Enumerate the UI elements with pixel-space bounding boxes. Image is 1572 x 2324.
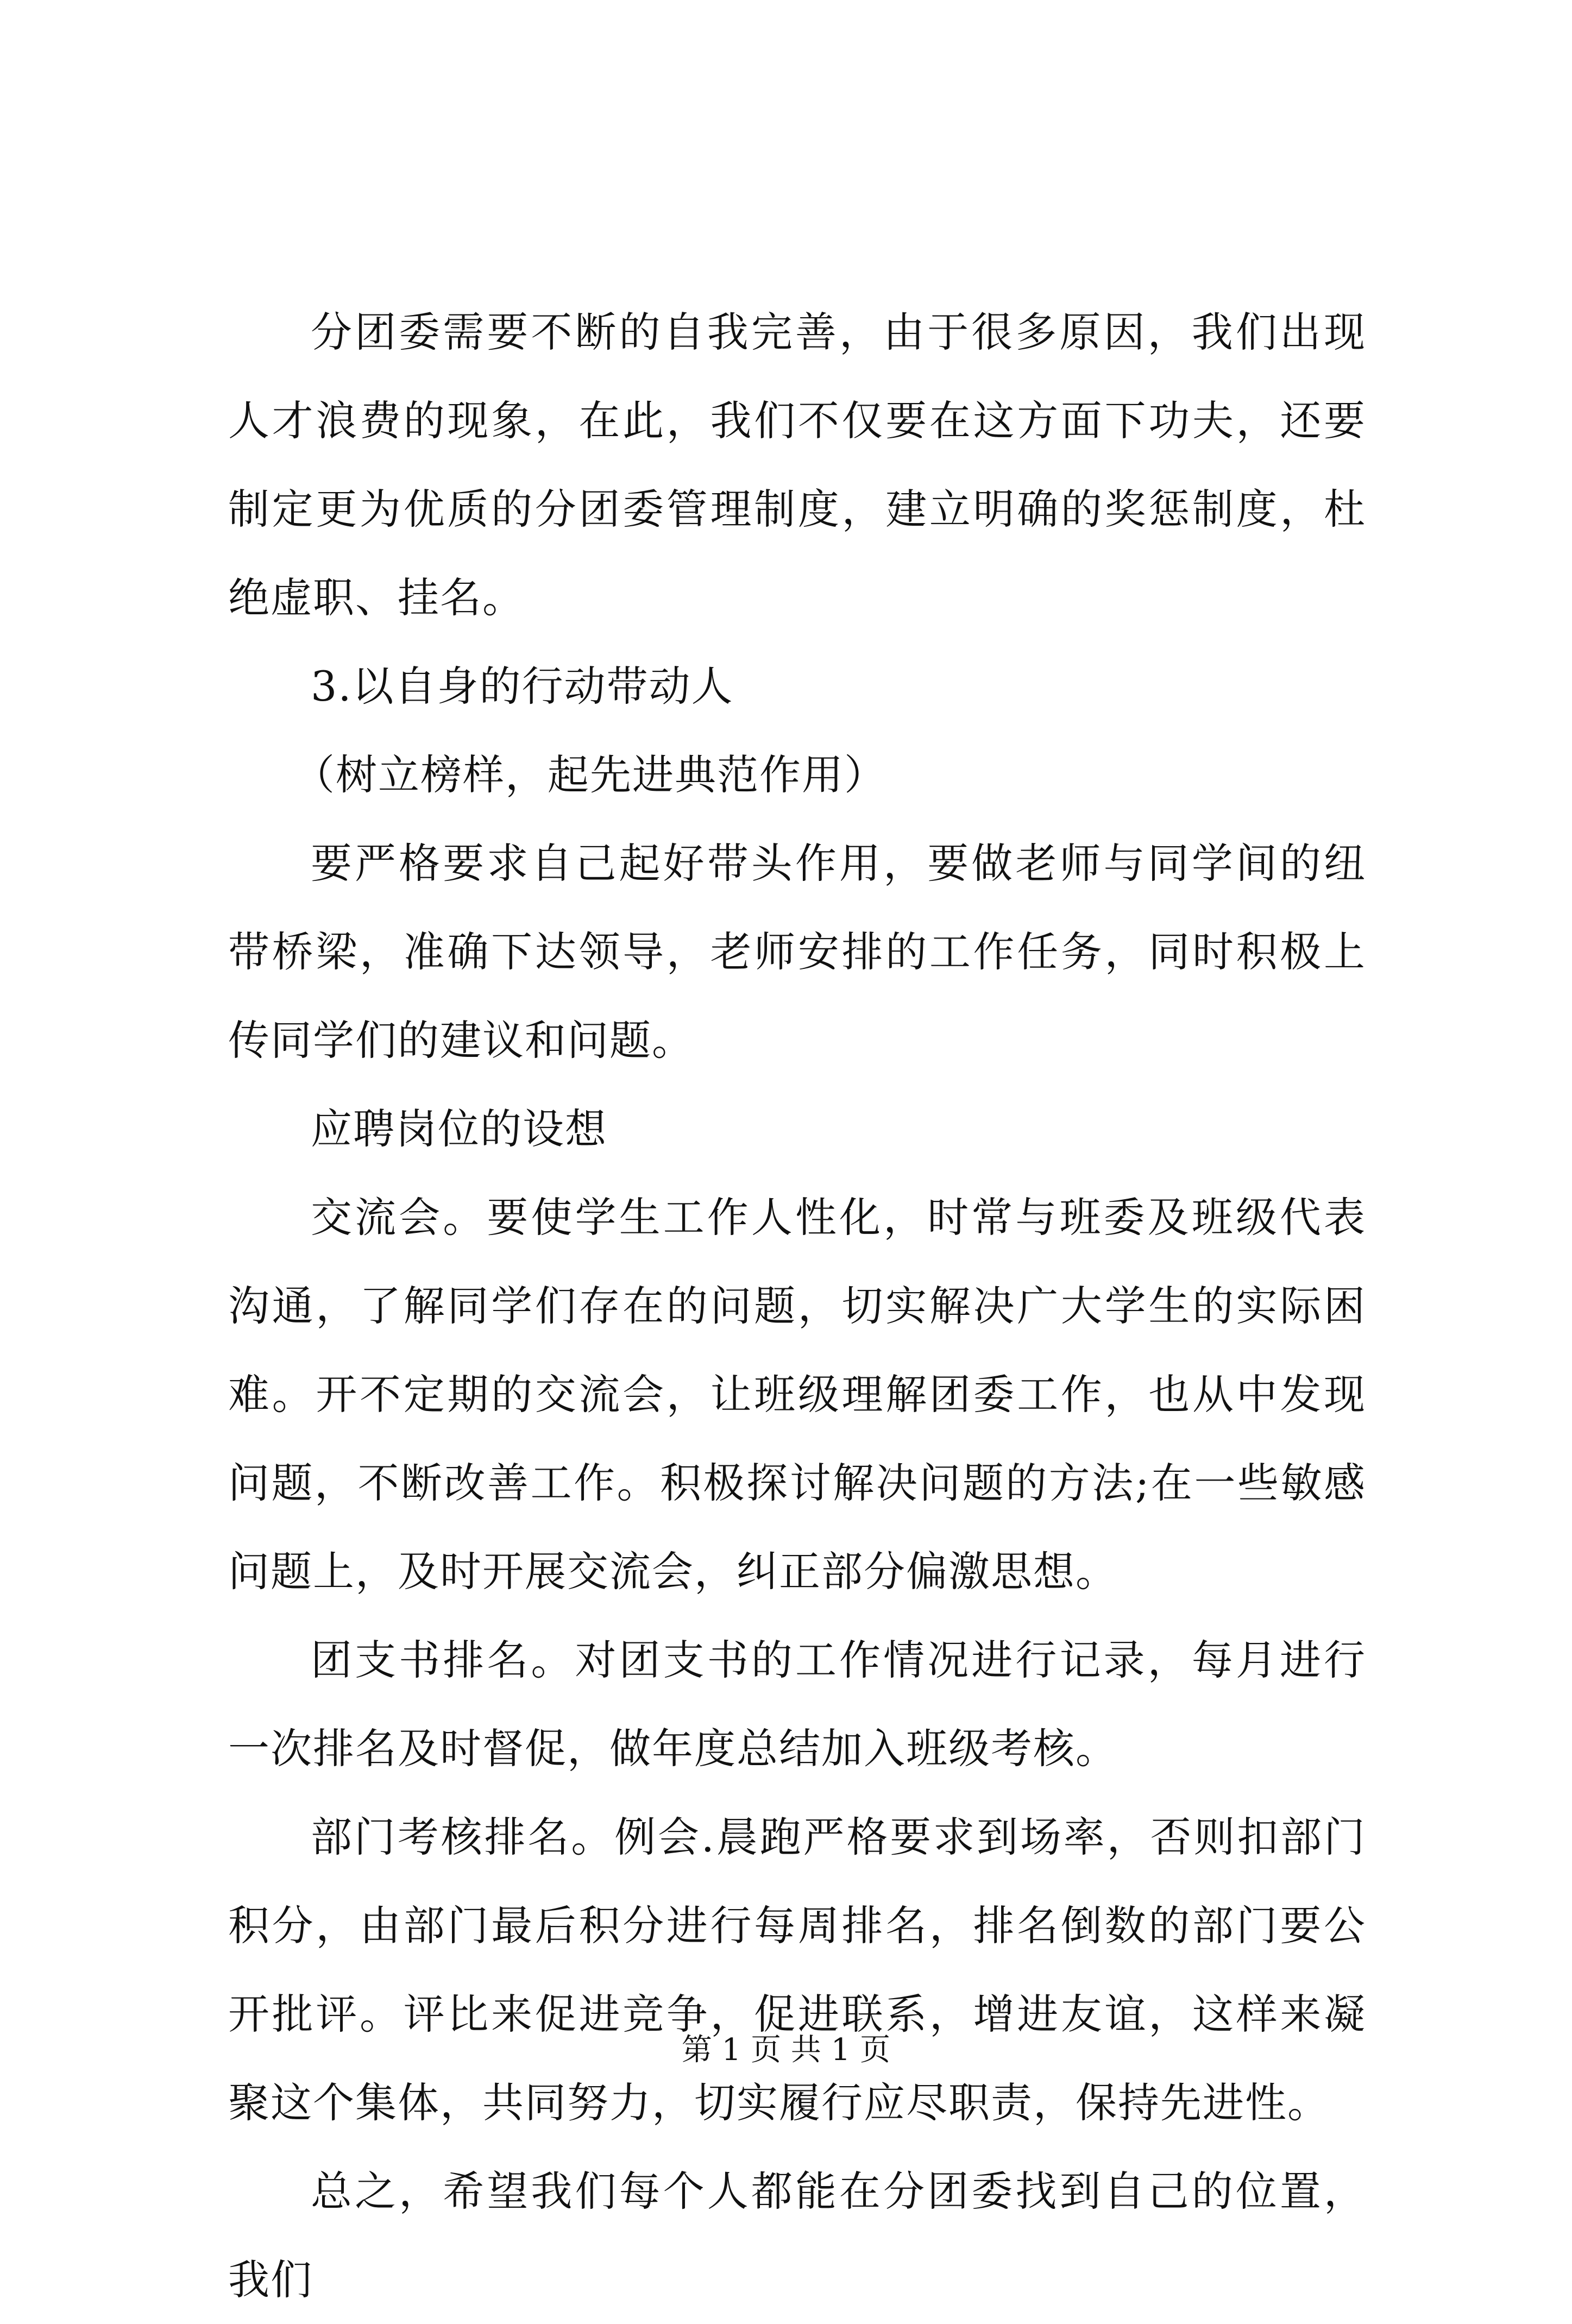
paragraph-conclusion: 总之，希望我们每个人都能在分团委找到自己的位置，我们 — [228, 2167, 1366, 2304]
document-body — [228, 288, 1366, 2324]
paragraph-strict-requirements: 要严格要求自己起好带头作用，要做老师与同学间的纽带桥梁，准确下达领导，老师安排的工作任务，同时积极上传同学们的建议和问题。 — [228, 839, 1366, 1065]
page-number-footer: 第 1 页 共 1 页 — [681, 2032, 891, 2068]
section-subheading-role-model: （树立榜样，起先进典范作用） — [293, 751, 886, 799]
section-heading-lead-by-example: 3.以自身的行动带动人 — [311, 662, 734, 710]
paragraph-exchange-meeting: 交流会。要使学生工作人性化，时常与班委及班级代表沟通，了解同学们存在的问题，切实解决广大学生的实际困难。开不定期的交流会，让班级理解团委工作，也从中发现问题，不断改善工作。积极探讨解决问题的方法;在一些敏感问题上，及时开展交流会，纠正部分偏激思想。 — [228, 1193, 1366, 1596]
paragraph-department-ranking: 部门考核排名。例会.晨跑严格要求到场率，否则扣部门积分，由部门最后积分进行每周排名，排名倒数的部门要公开批评。评比来促进竞争，促进联系，增进友谊，这样来凝聚这个集体，共同努力，切实履行应尽职责，保持先进性。 — [228, 1813, 1366, 2127]
section-heading-position-plan: 应聘岗位的设想 — [311, 1105, 607, 1153]
paragraph-self-improvement: 分团委需要不断的自我完善，由于很多原因，我们出现人才浪费的现象，在此，我们不仅要在这方面下功夫，还要制定更为优质的分团委管理制度，建立明确的奖惩制度，杜绝虚职、挂名。 — [228, 308, 1366, 622]
paragraph-branch-secretary-ranking: 团支书排名。对团支书的工作情况进行记录，每月进行一次排名及时督促，做年度总结加入班级考核。 — [228, 1636, 1366, 1773]
